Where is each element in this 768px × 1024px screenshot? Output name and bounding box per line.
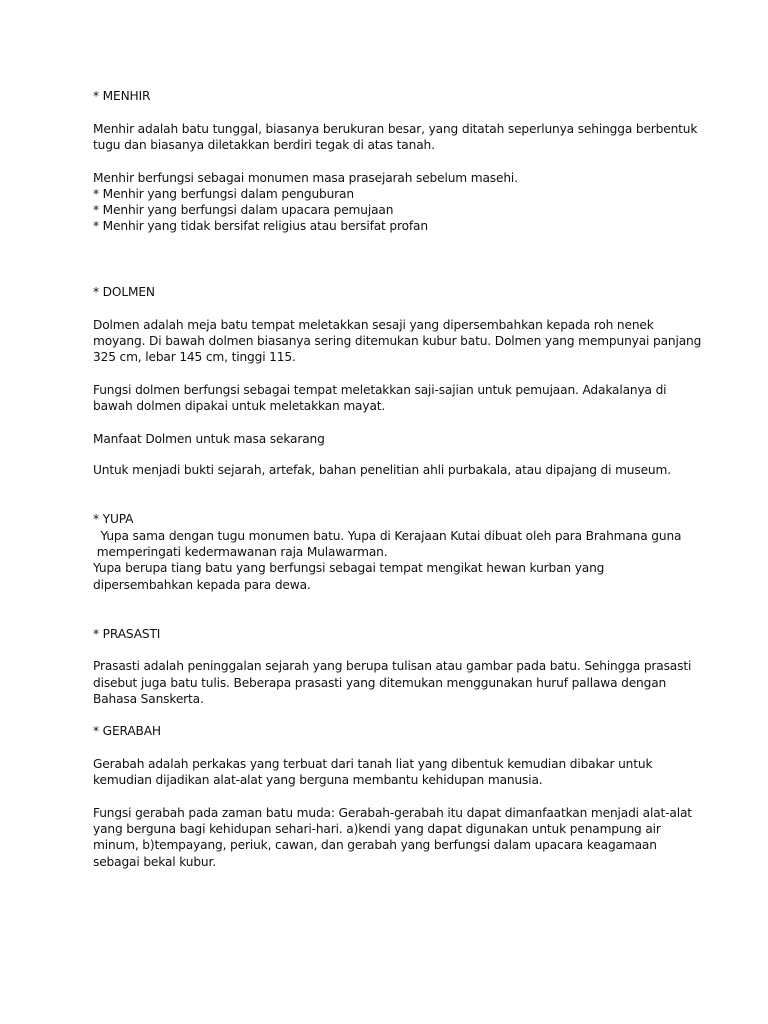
paragraph-line: moyang. Di bawah dolmen biasanya sering ditemukan kubur batu. Dolmen yang mempunyai panjang: [93, 334, 702, 348]
paragraph-line: disebut juga batu tulis. Beberapa prasasti yang ditemukan menggunakan huruf pallawa dengan: [93, 676, 667, 690]
paragraph-line: Menhir adalah batu tunggal, biasanya berukuran besar, yang ditatah seperlunya sehingga berbentuk: [93, 122, 698, 136]
paragraph-line: Prasasti adalah peninggalan sejarah yang berupa tulisan atau gambar pada batu. Sehingga prasasti: [93, 659, 692, 673]
paragraph-line: Untuk menjadi bukti sejarah, artefak, bahan penelitian ahli purbakala, atau dipajang di museum.: [93, 463, 671, 477]
paragraph-line: Fungsi dolmen berfungsi sebagai tempat meletakkan saji-sajian untuk pemujaan. Adakalanya di: [93, 383, 667, 397]
paragraph-line: bawah dolmen dipakai untuk meletakkan mayat.: [93, 399, 386, 413]
heading-gerabah: * GERABAH: [93, 724, 161, 738]
paragraph-line: sebagai bekal kubur.: [93, 855, 216, 869]
paragraph-line: 325 cm, lebar 145 cm, tinggi 115.: [93, 350, 296, 364]
paragraph-line: kemudian dijadikan alat-alat yang berguna membantu kehidupan manusia.: [93, 773, 543, 787]
paragraph-line: Dolmen adalah meja batu tempat meletakkan sesaji yang dipersembahkan kepada roh nenek: [93, 318, 654, 332]
paragraph-line: yang berguna bagi kehidupan sehari-hari. a)kendi yang dapat digunakan untuk penampung air: [93, 822, 661, 836]
list-item: * Menhir yang berfungsi dalam penguburan: [93, 187, 354, 201]
heading-yupa: * YUPA: [93, 512, 134, 526]
paragraph-line: Yupa berupa tiang batu yang berfungsi sebagai tempat mengikat hewan kurban yang: [93, 561, 605, 575]
paragraph-line: dipersembahkan kepada para dewa.: [93, 578, 311, 592]
paragraph-line: Fungsi gerabah pada zaman batu muda: Gerabah-gerabah itu dapat dimanfaatkan menjadi alat-alat: [93, 806, 692, 820]
heading-prasasti: * PRASASTI: [93, 627, 161, 641]
paragraph-line: memperingati kedermawanan raja Mulawarman.: [93, 545, 388, 559]
paragraph-line: tugu dan biasanya diletakkan berdiri tegak di atas tanah.: [93, 138, 435, 152]
heading-menhir: * MENHIR: [93, 89, 151, 103]
paragraph-line: Menhir berfungsi sebagai monumen masa prasejarah sebelum masehi.: [93, 171, 518, 185]
paragraph-line: minum, b)tempayang, periuk, cawan, dan gerabah yang berfungsi dalam upacara keagamaan: [93, 838, 657, 852]
paragraph-line: Yupa sama dengan tugu monumen batu. Yupa di Kerajaan Kutai dibuat oleh para Brahmana guna: [93, 529, 682, 543]
heading-dolmen: * DOLMEN: [93, 285, 155, 299]
paragraph-line: Bahasa Sanskerta.: [93, 692, 204, 706]
list-item: * Menhir yang tidak bersifat religius atau bersifat profan: [93, 219, 428, 233]
list-item: * Menhir yang berfungsi dalam upacara pemujaan: [93, 203, 394, 217]
paragraph-line: Gerabah adalah perkakas yang terbuat dari tanah liat yang dibentuk kemudian dibakar untuk: [93, 757, 653, 771]
subheading: Manfaat Dolmen untuk masa sekarang: [93, 432, 325, 446]
